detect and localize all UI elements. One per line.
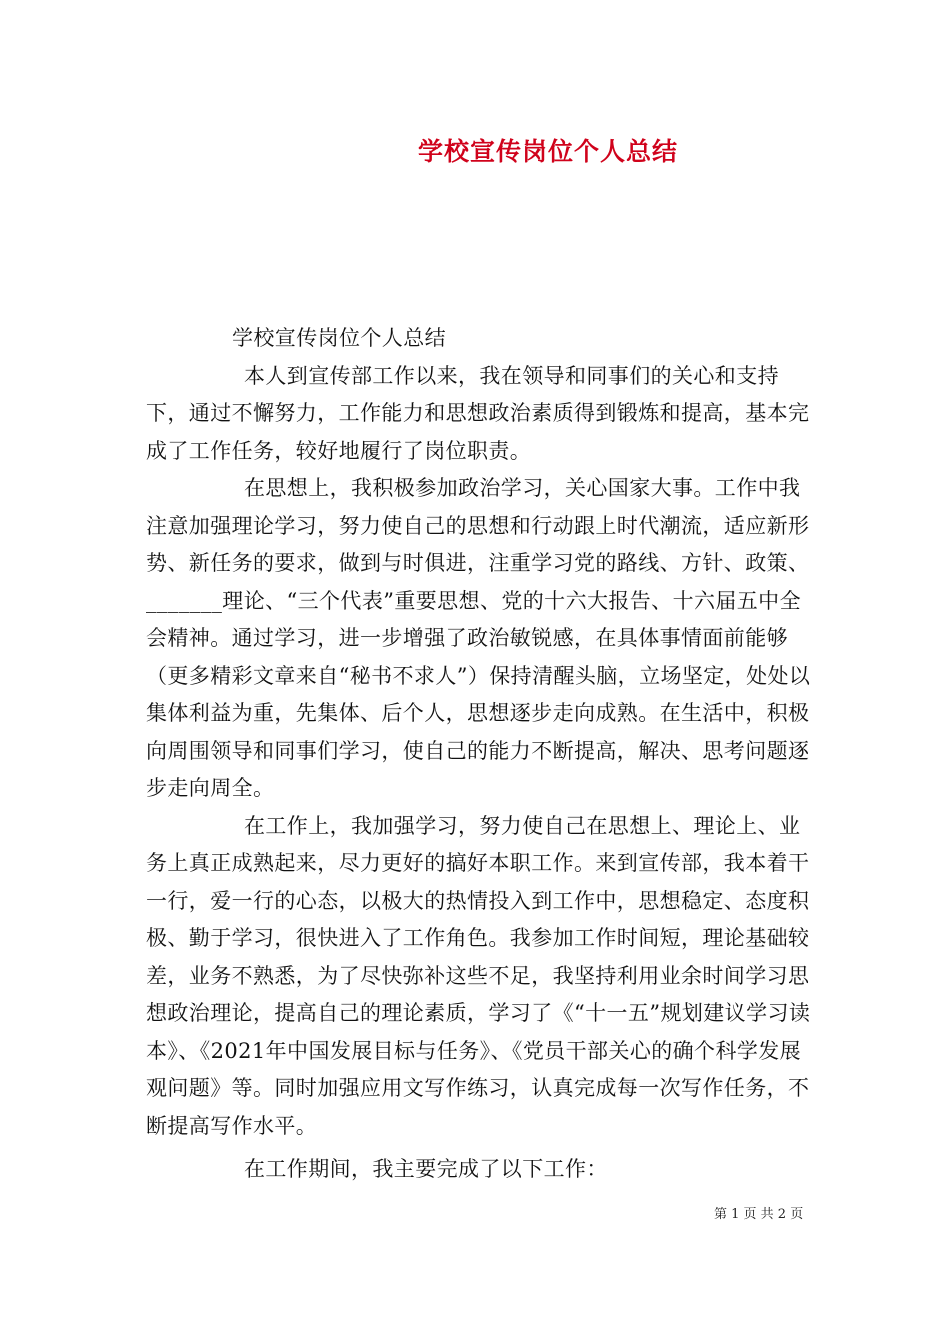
- document-body: [146, 320, 812, 1189]
- paragraph-summary-lead: 在工作期间，我主要完成了以下工作：: [244, 1157, 608, 1181]
- paragraph-intro: 本人到宣传部工作以来，我在领导和同事们的关心和支持下，通过不懈努力，工作能力和思想政治素质得到锻炼和提高，基本完成了工作任务，较好地履行了岗位职责。: [146, 363, 810, 463]
- document-title: 学校宣传岗位个人总结: [417, 137, 678, 166]
- page-number: 第 1 页 共 2 页: [714, 1207, 804, 1222]
- paragraph-thought: 在思想上，我积极参加政治学习，关心国家大事。工作中我注意加强理论学习，努力使自己的思想和行动跟上时代潮流，适应新形势、新任务的要求，做到与时俱进，注重学习党的路线、方针、政策、_______理论、“三个代表”重要思想、党的十六大报告、十六届五中全会精神。通过学习，进一步增强了政治敏锐感，在具体事情面前能够（更多精彩文章来自“秘书不求人”）保持清醒头脑，立场坚定，处处以集体利益为重，先集体、后个人，思想逐步走向成熟。在生活中，积极向周围领导和同事们学习，使自己的能力不断提高，解决、思考问题逐步走向周全。: [146, 476, 811, 800]
- paragraph-work: 在工作上，我加强学习，努力使自己在思想上、理论上、业务上真正成熟起来，尽力更好的搞好本职工作。来到宣传部，我本着干一行，爱一行的心态，以极大的热情投入到工作中，思想稳定、态度积极、勤于学习，很快进入了工作角色。我参加工作时间短，理论基础较差，业务不熟悉，为了尽快弥补这些不足，我坚持利用业余时间学习思想政治理论，提高自己的理论素质，学习了《“十一五”规划建议学习读本》、《2021年中国发展目标与任务》、《党员干部关心的确个科学发展观问题》等。同时加强应用文写作练习，认真完成每一次写作任务，不断提高写作水平。: [146, 813, 811, 1138]
- document-subtitle: 学校宣传岗位个人总结: [232, 326, 446, 350]
